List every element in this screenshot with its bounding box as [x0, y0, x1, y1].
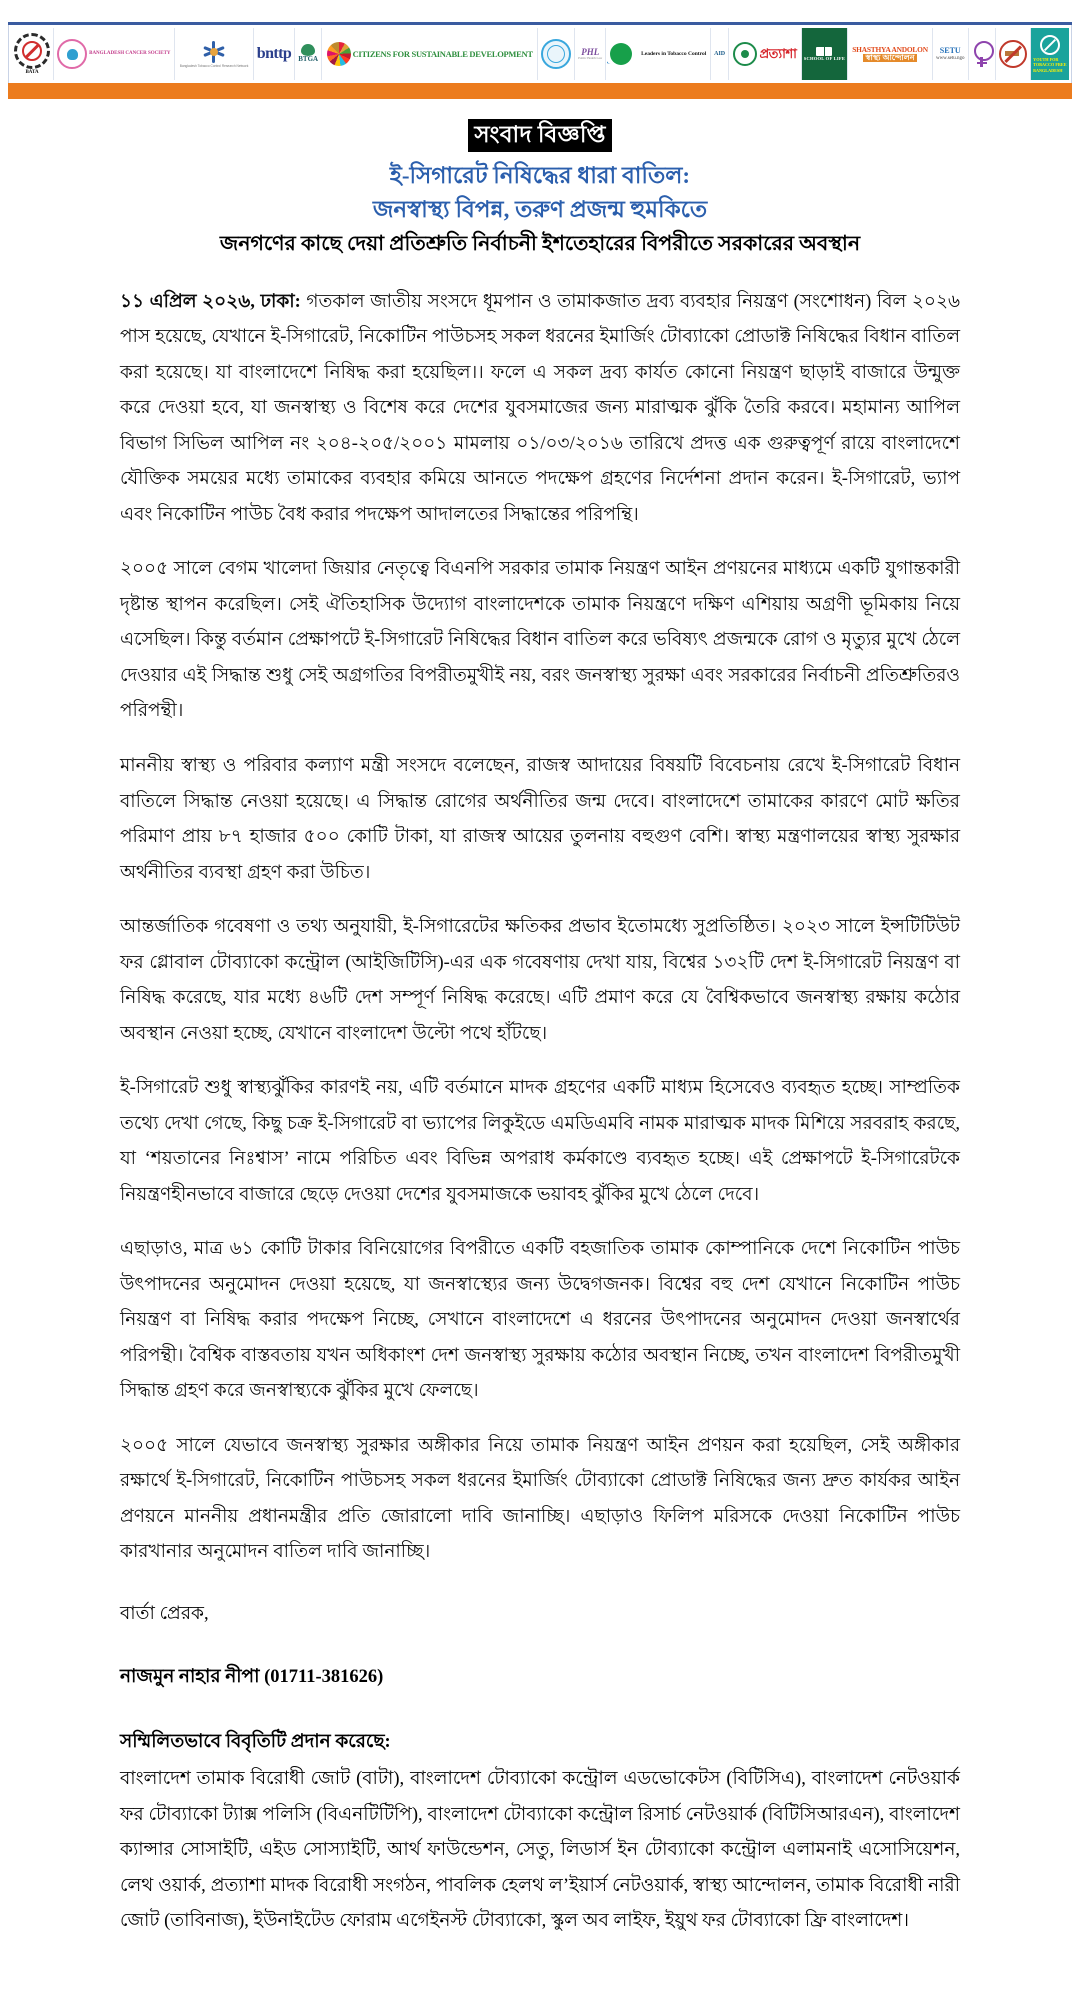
logo-caption: AID — [714, 50, 726, 57]
logo-caption: bnttp — [256, 45, 292, 62]
paragraph-3 — [120, 749, 960, 891]
youth-for-tobacco-free-bangladesh-logo — [1031, 28, 1069, 80]
orange-accent-bar — [8, 83, 1072, 99]
document-title-block — [0, 119, 1080, 259]
headline — [0, 159, 1080, 226]
logo-caption: Bangladesh Tobacco Control Research Network — [179, 64, 248, 69]
paragraph-4 — [120, 910, 960, 1052]
bata-anti-tobacco-alliance-logo — [11, 28, 54, 80]
logo-caption: SCHOOL OF LIFE — [803, 55, 846, 61]
logo-caption: SHASTHYA ANDOLON — [852, 46, 928, 55]
logo-caption: PHL — [581, 47, 600, 57]
signoff-label: বার্তা প্রেরক, — [120, 1603, 209, 1624]
logo-caption: BANGLADESH CANCER SOCIETY — [89, 50, 171, 56]
logo-subcaption: Public Health Law — [578, 55, 603, 60]
public-health-lawyers-network-logo — [575, 28, 606, 80]
headline-line-1: ই-সিগারেট নিষিদ্ধের ধারা বাতিল: — [389, 163, 691, 189]
joint-statement-heading: সম্মিলিতভাবে বিবৃতিটি প্রদান করেছে: — [120, 1732, 391, 1753]
united-forum-against-tobacco-logo — [996, 28, 1031, 80]
emblem-icon — [733, 42, 757, 66]
paragraph-5 — [120, 1071, 960, 1213]
sender-name: নাজমুন নাহার নীপা (01711-381626) — [120, 1666, 384, 1687]
sdg-wheel-icon — [327, 42, 351, 66]
globe-icon — [541, 39, 571, 69]
paragraph-text: গতকাল জাতীয় সংসদে ধূমপান ও তামাকজাত দ্রব্য ব্যবহার নিয়ন্ত্রণ (সংশোধন) বিল ২০২৬ পাস হয়েছে, যেখানে ই-সিগারেট, নিকোটিন পাউচসহ সকল ধরনের ইমার্জিং টোব্যাকো প্রোডাক্ট নিষিদ্ধের বিধান বাতিল করা হয়েছে। যা বাংলাদেশে নিষিদ্ধ করা হয়েছিল।। ফলে এ সকল দ্রব্য কার্যত কোনো নিয়ন্ত্রণ ছাড়াই বাজারে উন্মুক্ত করে দেওয়া হবে, যা জনস্বাস্থ্য ও বিশেষ করে দেশের যুবসমাজের জন্য মারাত্মক ঝুঁকি তৈরি করবে। মহামান্য আপিল বিভাগ সিভিল আপিল নং ২০৪-২০৫/২০০১ মামলায় ০১/০৩/২০১৬ তারিখে প্রদত্ত এক গুরুত্বপূর্ণ রায়ে বাংলাদেশে যৌক্তিক সময়ের মধ্যে তামাকের ব্যবহার কমিয়ে আনতে পদক্ষেপ গ্রহণের নির্দেশনা প্রদান করেন। ই-সিগারেট, ভ্যাপ এবং নিকোটিন পাউচ বৈধ করার পদক্ষেপ আদালতের সিদ্ধান্তের পরিপন্থি। — [120, 291, 960, 525]
paragraph-2 — [120, 552, 960, 730]
signoff-block — [120, 1597, 960, 1940]
starburst-icon — [199, 39, 229, 65]
logo-caption: BTGA — [298, 55, 319, 64]
logo-caption: CITIZENS FOR SUSTAINABLE DEVELOPMENT — [352, 48, 533, 59]
headline-line-2: জনস্বাস্থ্য বিপন্ন, তরুণ প্রজন্ম হুমকিতে — [372, 196, 708, 222]
setu-logo — [933, 28, 969, 80]
bottom-spacer — [120, 1940, 960, 2010]
paragraph-text: মাননীয় স্বাস্থ্য ও পরিবার কল্যাণ মন্ত্রী সংসদে বলেছেন, রাজস্ব আদায়ের বিষয়টি বিবেচনায় রেখে ই-সিগারেট বিধান বাতিলে সিদ্ধান্ত নেওয়া হয়েছে। এ সিদ্ধান্ত রোগের অর্থনীতির জন্ম দেবে। বাংলাদেশে তামাকের কারণে মোট ক্ষতির পরিমাণ প্রায় ৮৭ হাজার ৫০০ কোটি টাকা, যা রাজস্ব আয়ের তুলনায় বহুগুণ বেশি। স্বাস্থ্য মন্ত্রণালয়ের স্বাস্থ্য সুরক্ষার অর্থনীতির ব্যবস্থা গ্রহণ করা উচিত। — [120, 756, 960, 883]
book-icon — [816, 47, 832, 56]
bnttp-logo — [254, 28, 295, 80]
citizens-for-sustainable-development-logo — [322, 28, 538, 80]
paragraph-text: ২০০৫ সালে যেভাবে জনস্বাস্থ্য সুরক্ষার অঙ্গীকার নিয়ে তামাক নিয়ন্ত্রণ আইন প্রণয়ন করা হয়েছিল, সেই অঙ্গীকার রক্ষার্থে ই-সিগারেট, নিকোটিন পাউচসহ সকল ধরনের ইমার্জিং টোব্যাকো প্রোডাক্ট নিষিদ্ধের জন্য দ্রুত কার্যকর আইন প্রণয়নে মাননীয় প্রধানমন্ত্রীর প্রতি জোরালো দাবি জানাচ্ছি। এছাড়াও ফিলিপ মরিসকে দেওয়া নিকোটিন পাউচ কারখানার অনুমোদন বাতিল দাবি জানাচ্ছি। — [120, 1435, 960, 1563]
paragraph-text: ২০০৫ সালে বেগম খালেদা জিয়ার নেতৃত্বে বিএনপি সরকার তামাক নিয়ন্ত্রণ আইন প্রণয়নের মাধ্যমে একটি যুগান্তকারী দৃষ্টান্ত স্থাপন করেছিল। সেই ঐতিহাসিক উদ্যোগ বাংলাদেশকে তামাক নিয়ন্ত্রণে দক্ষিণ এশিয়ায় অগ্রণী ভূমিকায় নিয়ে এসেছিল। কিন্তু বর্তমান প্রেক্ষাপটে ই-সিগারেট নিষিদ্ধের বিধান বাতিল করে ভবিষ্যৎ প্রজন্মকে রোগ ও মৃত্যুর মুখে ঠেলে দেওয়ার এই সিদ্ধান্ত শুধু সেই অগ্রগতির বিপরীতমুখীই নয়, বরং জনস্বাস্থ্য সুরক্ষা এবং সরকারের নির্বাচনী প্রতিশ্রুতিরও পরিপন্থী। — [120, 559, 960, 722]
paragraph-text: ই-সিগারেট শুধু স্বাস্থ্যঝুঁকির কারণই নয়, এটি বর্তমানে মাদক গ্রহণের একটি মাধ্যম হিসেবেও ব্যবহৃত হচ্ছে। সাম্প্রতিক তথ্যে দেখা গেছে, কিছু চক্র ই-সিগারেট বা ভ্যাপের লিকুইডে এমডিএমবি নামক মারাত্মক মাদক মিশিয়ে সরবরাহ করছে, যা ‘শয়তানের নিঃশ্বাস’ নামে পরিচিত এবং বিভিন্ন অপরাধ কর্মকাণ্ডে ব্যবহৃত হচ্ছে। এই প্রেক্ষাপটে ই-সিগারেটকে নিয়ন্ত্রণহীনভাবে বাজারে ছেড়ে দেওয়া দেশের যুবসমাজকে ভয়াবহ ঝুঁকির মুখে ঠেলে দেবে। — [120, 1078, 960, 1205]
shasthya-andolon-logo — [848, 28, 933, 80]
female-symbol-icon — [972, 41, 992, 67]
logo-caption: প্রত্যাশা — [759, 46, 797, 62]
document-body — [120, 285, 960, 2010]
paragraph-6 — [120, 1232, 960, 1410]
paragraph-text: আন্তর্জাতিক গবেষণা ও তথ্য অনুযায়ী, ই-সিগারেটের ক্ষতিকর প্রভাব ইতোমধ্যে সুপ্রতিষ্ঠিত। ২০২৩ সালে ইন্সটিটিউট ফর গ্লোবাল টোব্যাকো কন্ট্রোল (আইজিটিসি)-এর এক গবেষণায় দেখা যায়, বিশ্বের ১৩২টি দেশ ই-সিগারেট নিয়ন্ত্রণ বা নিষিদ্ধ করেছে, যার মধ্যে ৪৬টি দেশ সম্পূর্ণ নিষিদ্ধ করেছে। এটি প্রমাণ করে যে বৈশ্বিকভাবে জনস্বাস্থ্য রক্ষায় কঠোর অবস্থান নেওয়া হচ্ছে, যেখানে বাংলাদেশ উল্টো পথে হাঁটছে। — [120, 917, 960, 1044]
logo-caption: Leaders in Tobacco Control — [641, 50, 707, 57]
organizations-list: বাংলাদেশ তামাক বিরোধী জোট (বাটা), বাংলাদেশ টোব্যাকো কন্ট্রোল এডভোকেটস (বিটিসিএ), বাংলাদেশ নেটওয়ার্ক ফর টোব্যাকো ট্যাক্স পলিসি (বিএনটিটিপি), বাংলাদেশ টোব্যাকো কন্ট্রোল রিসার্চ নেটওয়ার্ক (বিটিসিআরএন), বাংলাদেশ ক্যান্সার সোসাইটি, এইড সোস্যাইটি, আর্থ ফাউন্ডেশন, সেতু, লিডার্স ইন টোব্যাকো কন্ট্রোল এলামনাই এসোসিয়েশন, লেথ ওয়ার্ক, প্রত্যাশা মাদক বিরোধী সংগঠন, পাবলিক হেলথ ল’ইয়ার্স নেটওয়ার্ক, স্বাস্থ্য আন্দোলন, তামাক বিরোধী নারী জোট (তাবিনাজ), ইউনাইটেড ফোরাম এগেইনস্ট টোব্যাকো, স্কুল অব লাইফ, ইয়ুথ ফর টোব্যাকো ফ্রি বাংলাদেশ। — [120, 1769, 960, 1932]
bangladesh-tobacco-control-research-network-logo — [175, 28, 254, 80]
globe-organization-logo — [538, 28, 575, 80]
logo-strip — [8, 25, 1072, 83]
no-smoking-icon — [14, 33, 50, 69]
logo-url: www.setu.ngo — [935, 55, 965, 61]
subheadline: জনগণের কাছে দেয়া প্রতিশ্রুতি নির্বাচনী ইশতেহারের বিপরীতে সরকারের অবস্থান — [219, 233, 861, 256]
press-release-tag: সংবাদ বিজ্ঞপ্তি — [468, 119, 611, 152]
partner-logo-banner — [8, 22, 1072, 83]
no-smoking-icon — [1040, 35, 1060, 55]
leaders-in-tobacco-control-logo — [606, 28, 711, 80]
dateline: ১১ এপ্রিল ২০২৬, ঢাকা: — [120, 291, 301, 312]
paragraph-1 — [120, 285, 960, 534]
school-of-life-logo — [802, 28, 849, 80]
logo-caption: BATA — [25, 69, 39, 75]
lotus-icon — [57, 39, 87, 69]
paragraph-text: এছাড়াও, মাত্র ৬১ কোটি টাকার বিনিয়োগের বিপরীতে একটি বহজাতিক তামাক কোম্পানিকে দেশে নিকোটিন পাউচ উৎপাদনের অনুমোদন দেওয়া হয়েছে, যা জনস্বাস্থ্যের জন্য উদ্বেগজনক। বিশ্বের বহু দেশ যেখানে নিকোটিন পাউচ নিয়ন্ত্রণ বা নিষিদ্ধ করার পদক্ষেপ নিচ্ছে, সেখানে বাংলাদেশে এ ধরনের উৎপাদনের অনুমোদন দেওয়া জনস্বার্থের পরিপন্থী। বৈশ্বিক বাস্তবতায় যখন অধিকাংশ দেশ জনস্বাস্থ্য সুরক্ষায় কঠোর অবস্থান নিচ্ছে, তখন বাংলাদেশ বিপরীতমুখী সিদ্ধান্ত গ্রহণ করে জনস্বাস্থ্যকে ঝুঁকির মুখে ফেলছে। — [120, 1239, 960, 1402]
tabinaj-women-alliance-logo — [969, 28, 996, 80]
paragraph-7 — [120, 1429, 960, 1571]
aid-society-logo — [711, 28, 729, 80]
wave-icon — [610, 43, 632, 65]
bangladesh-cancer-society-logo — [54, 28, 174, 80]
btga-logo — [295, 28, 322, 80]
logo-caption: YOUTH FOR TOBACCO FREE BANGLADESH — [1033, 56, 1067, 73]
logo-caption: SETU — [939, 47, 961, 56]
prottasha-anti-drug-organization-logo — [729, 28, 802, 80]
no-smoking-icon — [999, 40, 1027, 68]
logo-caption-bangla: স্বাস্থ্য আন্দোলন — [863, 54, 918, 62]
